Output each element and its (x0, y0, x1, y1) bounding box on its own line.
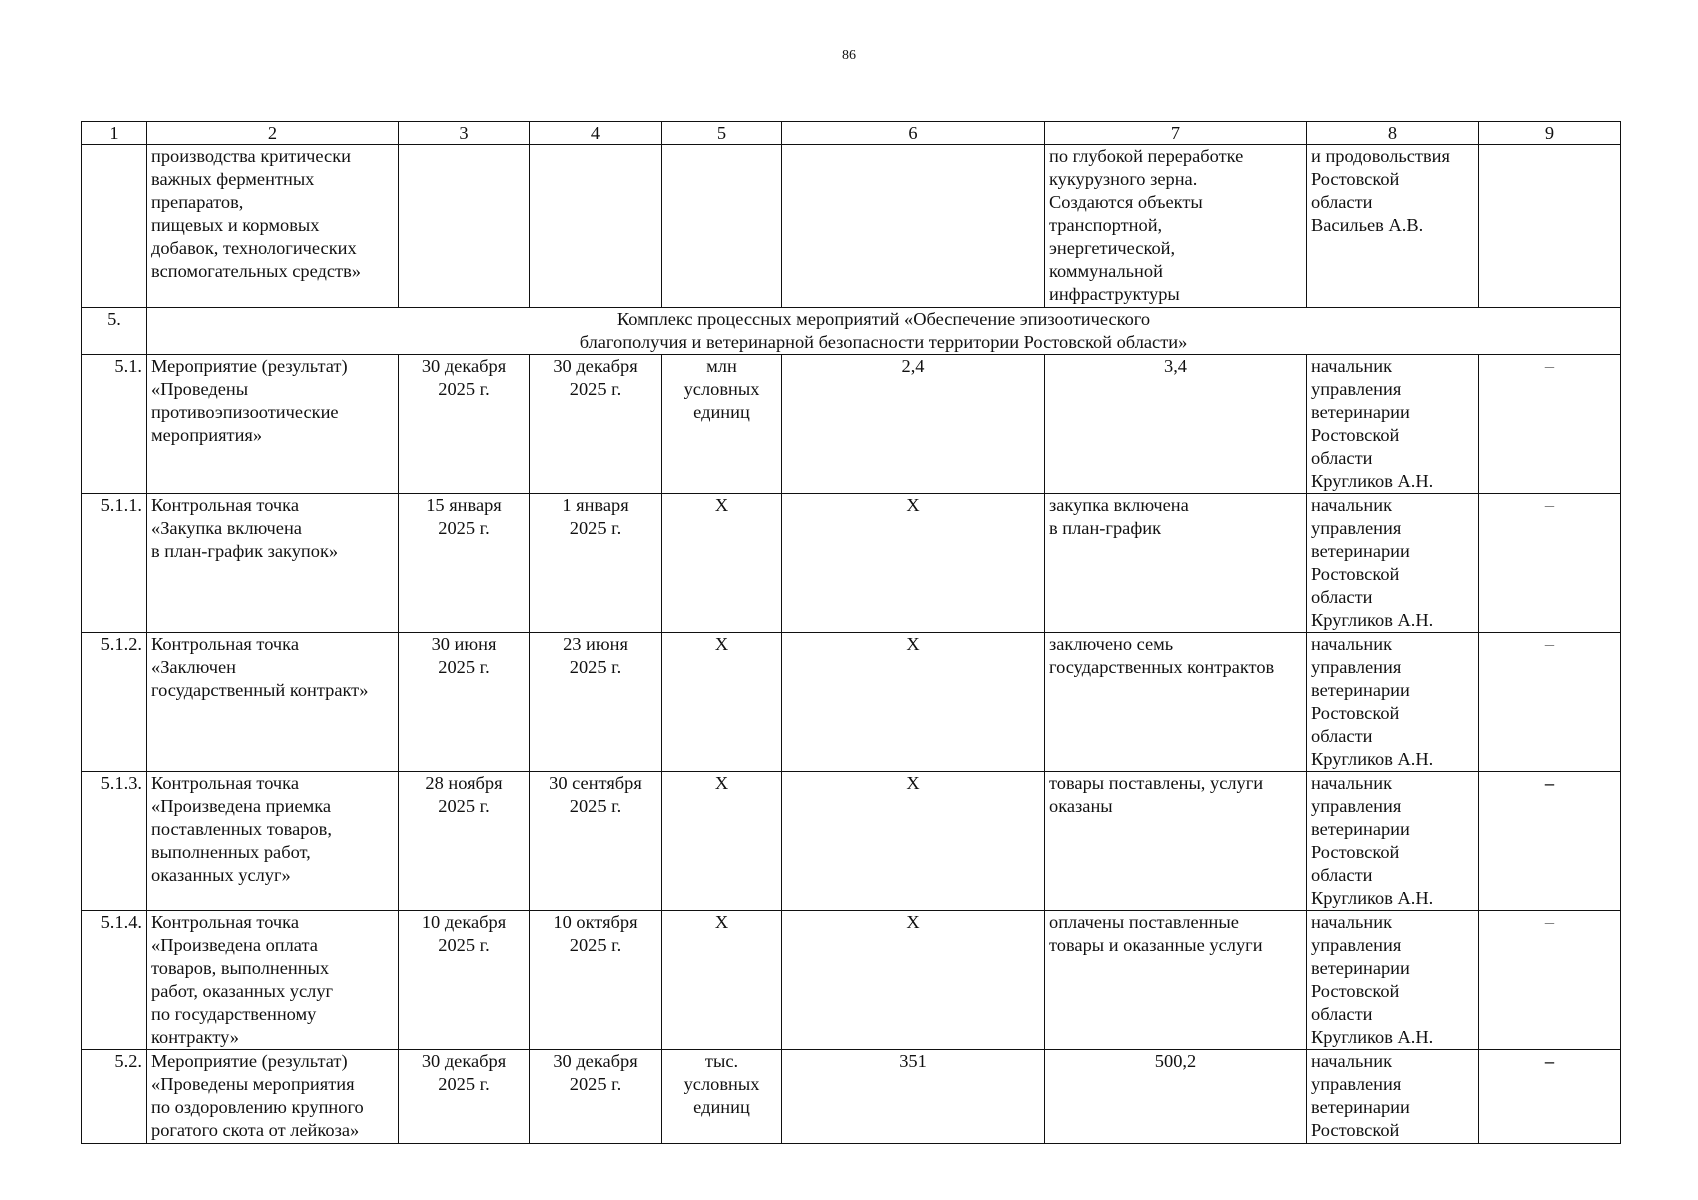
activity-name-cell: Контрольная точка «Закупка включена в план-график закупок» (147, 494, 399, 633)
unit-cell: Х (662, 494, 782, 633)
section-row (82, 308, 1621, 355)
date-plan-cell: 30 декабря 2025 г. (399, 1050, 530, 1144)
column-number: 7 (1045, 122, 1307, 145)
note-cell (1479, 772, 1621, 911)
responsible-cell: начальник управления ветеринарии Ростовской области Кругликов А.Н. (1307, 911, 1479, 1050)
table-row (82, 772, 1621, 911)
table-row (82, 494, 1621, 633)
responsible-cell: начальник управления ветеринарии Ростовской области Кругликов А.Н. (1307, 633, 1479, 772)
row-number: 5.1. (82, 355, 147, 494)
plan-value-cell: Х (782, 633, 1045, 772)
result-cell: заключено семь государственных контрактов (1045, 633, 1307, 772)
dash-mark: – (1544, 1051, 1555, 1071)
note-cell (1479, 355, 1621, 494)
activity-name-cell: производства критически важных ферментных препаратов, пищевых и кормовых добавок, технологических вспомогательных средств» (147, 145, 399, 308)
row-number: 5.1.1. (82, 494, 147, 633)
column-number: 6 (782, 122, 1045, 145)
table-row (82, 355, 1621, 494)
row-number: 5.1.3. (82, 772, 147, 911)
date-plan-cell: 30 июня 2025 г. (399, 633, 530, 772)
column-number: 9 (1479, 122, 1621, 145)
unit-cell: Х (662, 633, 782, 772)
date-fact-cell: 10 октября 2025 г. (530, 911, 662, 1050)
result-cell: по глубокой переработке кукурузного зерна. Создаются объекты транспортной, энергетической, коммунальной инфраструктуры (1045, 145, 1307, 308)
unit-cell: тыс. условных единиц (662, 1050, 782, 1144)
column-number-row (82, 122, 1621, 145)
dash-mark: – (1544, 356, 1555, 376)
result-cell: закупка включена в план-график (1045, 494, 1307, 633)
plan-value-cell: 2,4 (782, 355, 1045, 494)
table-row (82, 911, 1621, 1050)
section-number: 5. (82, 308, 147, 355)
unit-cell: Х (662, 772, 782, 911)
column-number: 5 (662, 122, 782, 145)
responsible-cell: и продовольствия Ростовской области Васильев А.В. (1307, 145, 1479, 308)
column-number: 1 (82, 122, 147, 145)
result-cell: оплачены поставленные товары и оказанные услуги (1045, 911, 1307, 1050)
note-cell (1479, 494, 1621, 633)
date-plan-cell: 10 декабря 2025 г. (399, 911, 530, 1050)
activity-name-cell: Контрольная точка «Произведена приемка поставленных товаров, выполненных работ, оказанных услуг» (147, 772, 399, 911)
continuation-row (82, 145, 1621, 308)
note-cell (1479, 1050, 1621, 1144)
dash-mark: – (1544, 495, 1555, 515)
row-number: 5.1.4. (82, 911, 147, 1050)
date-fact-cell: 30 декабря 2025 г. (530, 1050, 662, 1144)
column-number: 3 (399, 122, 530, 145)
date-fact-cell: 30 сентября 2025 г. (530, 772, 662, 911)
activity-name-cell: Контрольная точка «Произведена оплата товаров, выполненных работ, оказанных услуг по государственному контракту» (147, 911, 399, 1050)
date-fact-cell: 23 июня 2025 г. (530, 633, 662, 772)
table-row (82, 633, 1621, 772)
empty-cell (1479, 145, 1621, 308)
activity-name-cell: Контрольная точка «Заключен государственный контракт» (147, 633, 399, 772)
responsible-cell: начальник управления ветеринарии Ростовской области Кругликов А.Н. (1307, 772, 1479, 911)
dash-mark: – (1544, 634, 1555, 654)
responsible-cell: начальник управления ветеринарии Ростовской области Кругликов А.Н. (1307, 494, 1479, 633)
row-number: 5.2. (82, 1050, 147, 1144)
column-number: 8 (1307, 122, 1479, 145)
result-cell: 500,2 (1045, 1050, 1307, 1144)
plan-value-cell: Х (782, 911, 1045, 1050)
dash-mark: – (1544, 773, 1555, 793)
dash-mark: – (1544, 912, 1555, 932)
responsible-cell: начальник управления ветеринарии Ростовской области Кругликов А.Н. (1307, 355, 1479, 494)
date-fact-cell: 30 декабря 2025 г. (530, 355, 662, 494)
note-cell (1479, 911, 1621, 1050)
unit-cell: млн условных единиц (662, 355, 782, 494)
empty-cell (82, 145, 147, 308)
result-cell: товары поставлены, услуги оказаны (1045, 772, 1307, 911)
result-cell: 3,4 (1045, 355, 1307, 494)
empty-cell (530, 145, 662, 308)
date-plan-cell: 30 декабря 2025 г. (399, 355, 530, 494)
plan-value-cell: Х (782, 772, 1045, 911)
plan-value-cell: 351 (782, 1050, 1045, 1144)
responsible-cell: начальник управления ветеринарии Ростовской (1307, 1050, 1479, 1144)
date-plan-cell: 15 января 2025 г. (399, 494, 530, 633)
empty-cell (782, 145, 1045, 308)
activity-name-cell: Мероприятие (результат) «Проведены мероприятия по оздоровлению крупного рогатого скота от лейкоза» (147, 1050, 399, 1144)
column-number: 2 (147, 122, 399, 145)
activity-name-cell: Мероприятие (результат) «Проведены противоэпизоотические мероприятия» (147, 355, 399, 494)
plan-table (81, 121, 1621, 1144)
section-title: Комплекс процессных мероприятий «Обеспечение эпизоотического благополучия и ветеринарной безопасности территории Ростовской области» (147, 308, 1621, 355)
column-number: 4 (530, 122, 662, 145)
row-number: 5.1.2. (82, 633, 147, 772)
page-number: 86 (842, 48, 856, 63)
table-row (82, 1050, 1621, 1144)
empty-cell (662, 145, 782, 308)
note-cell (1479, 633, 1621, 772)
date-fact-cell: 1 января 2025 г. (530, 494, 662, 633)
unit-cell: Х (662, 911, 782, 1050)
empty-cell (399, 145, 530, 308)
date-plan-cell: 28 ноября 2025 г. (399, 772, 530, 911)
plan-value-cell: Х (782, 494, 1045, 633)
